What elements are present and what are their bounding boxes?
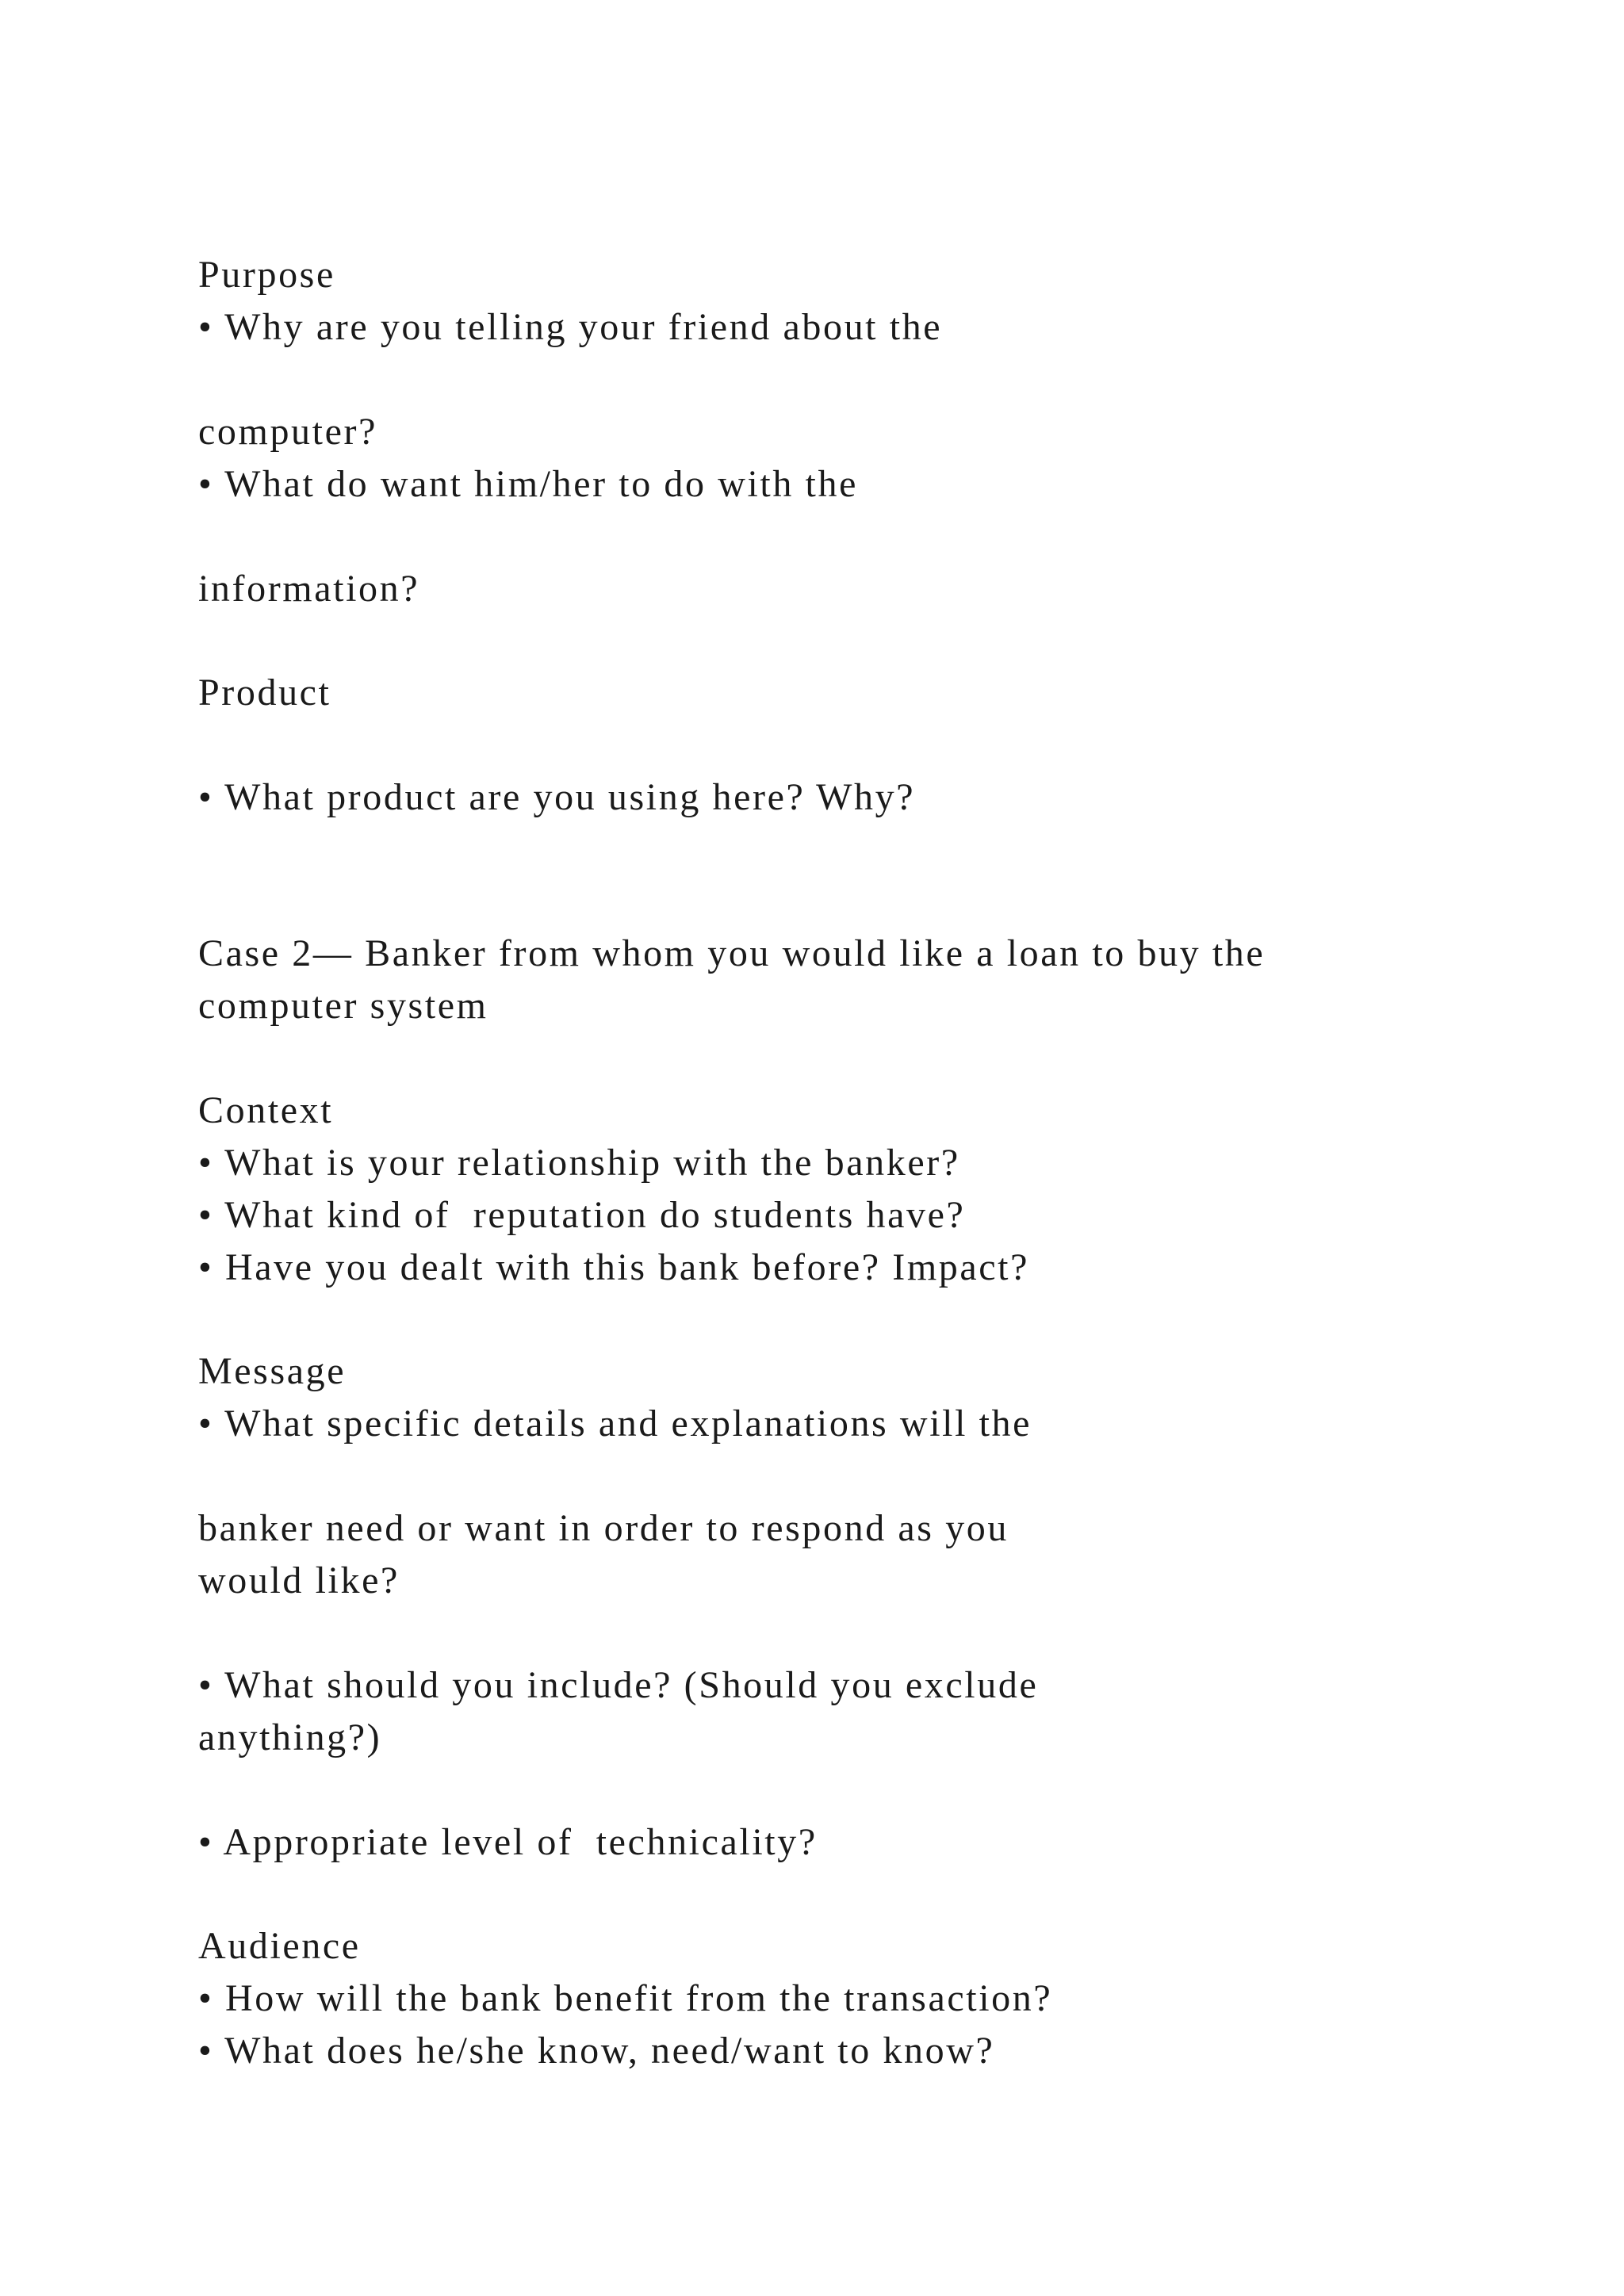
case-heading: Case 2— Banker from whom you would like a loan to buy the [198,932,1266,974]
bullet-line: • Why are you telling your friend about the [198,306,943,348]
bullet-line: • What do want him/her to do with the [198,463,858,505]
text-line: computer? [198,411,377,453]
text-line: would like? [198,1559,400,1601]
text-line: anything?) [198,1716,382,1758]
text-line: computer system [198,985,488,1027]
bullet-line: • What kind of reputation do students have? [198,1194,966,1236]
heading-context: Context [198,1089,334,1131]
bullet-line: • Appropriate level of technicality? [198,1821,818,1863]
bullet-line: • What should you include? (Should you exclude [198,1664,1039,1706]
bullet-line: • What is your relationship with the banker? [198,1142,960,1184]
heading-purpose: Purpose [198,254,335,296]
heading-audience: Audience [198,1925,361,1967]
text-line: banker need or want in order to respond as you [198,1507,1009,1549]
heading-message: Message [198,1350,347,1392]
heading-product: Product [198,672,331,714]
bullet-line: • Have you dealt with this bank before? Impact? [198,1246,1030,1288]
bullet-line: • What specific details and explanations will the [198,1402,1032,1445]
text-line: information? [198,568,420,610]
bullet-line: • How will the bank benefit from the transaction? [198,1977,1053,2019]
bullet-line: • What product are you using here? Why? [198,776,916,818]
bullet-line: • What does he/she know, need/want to know? [198,2030,995,2072]
